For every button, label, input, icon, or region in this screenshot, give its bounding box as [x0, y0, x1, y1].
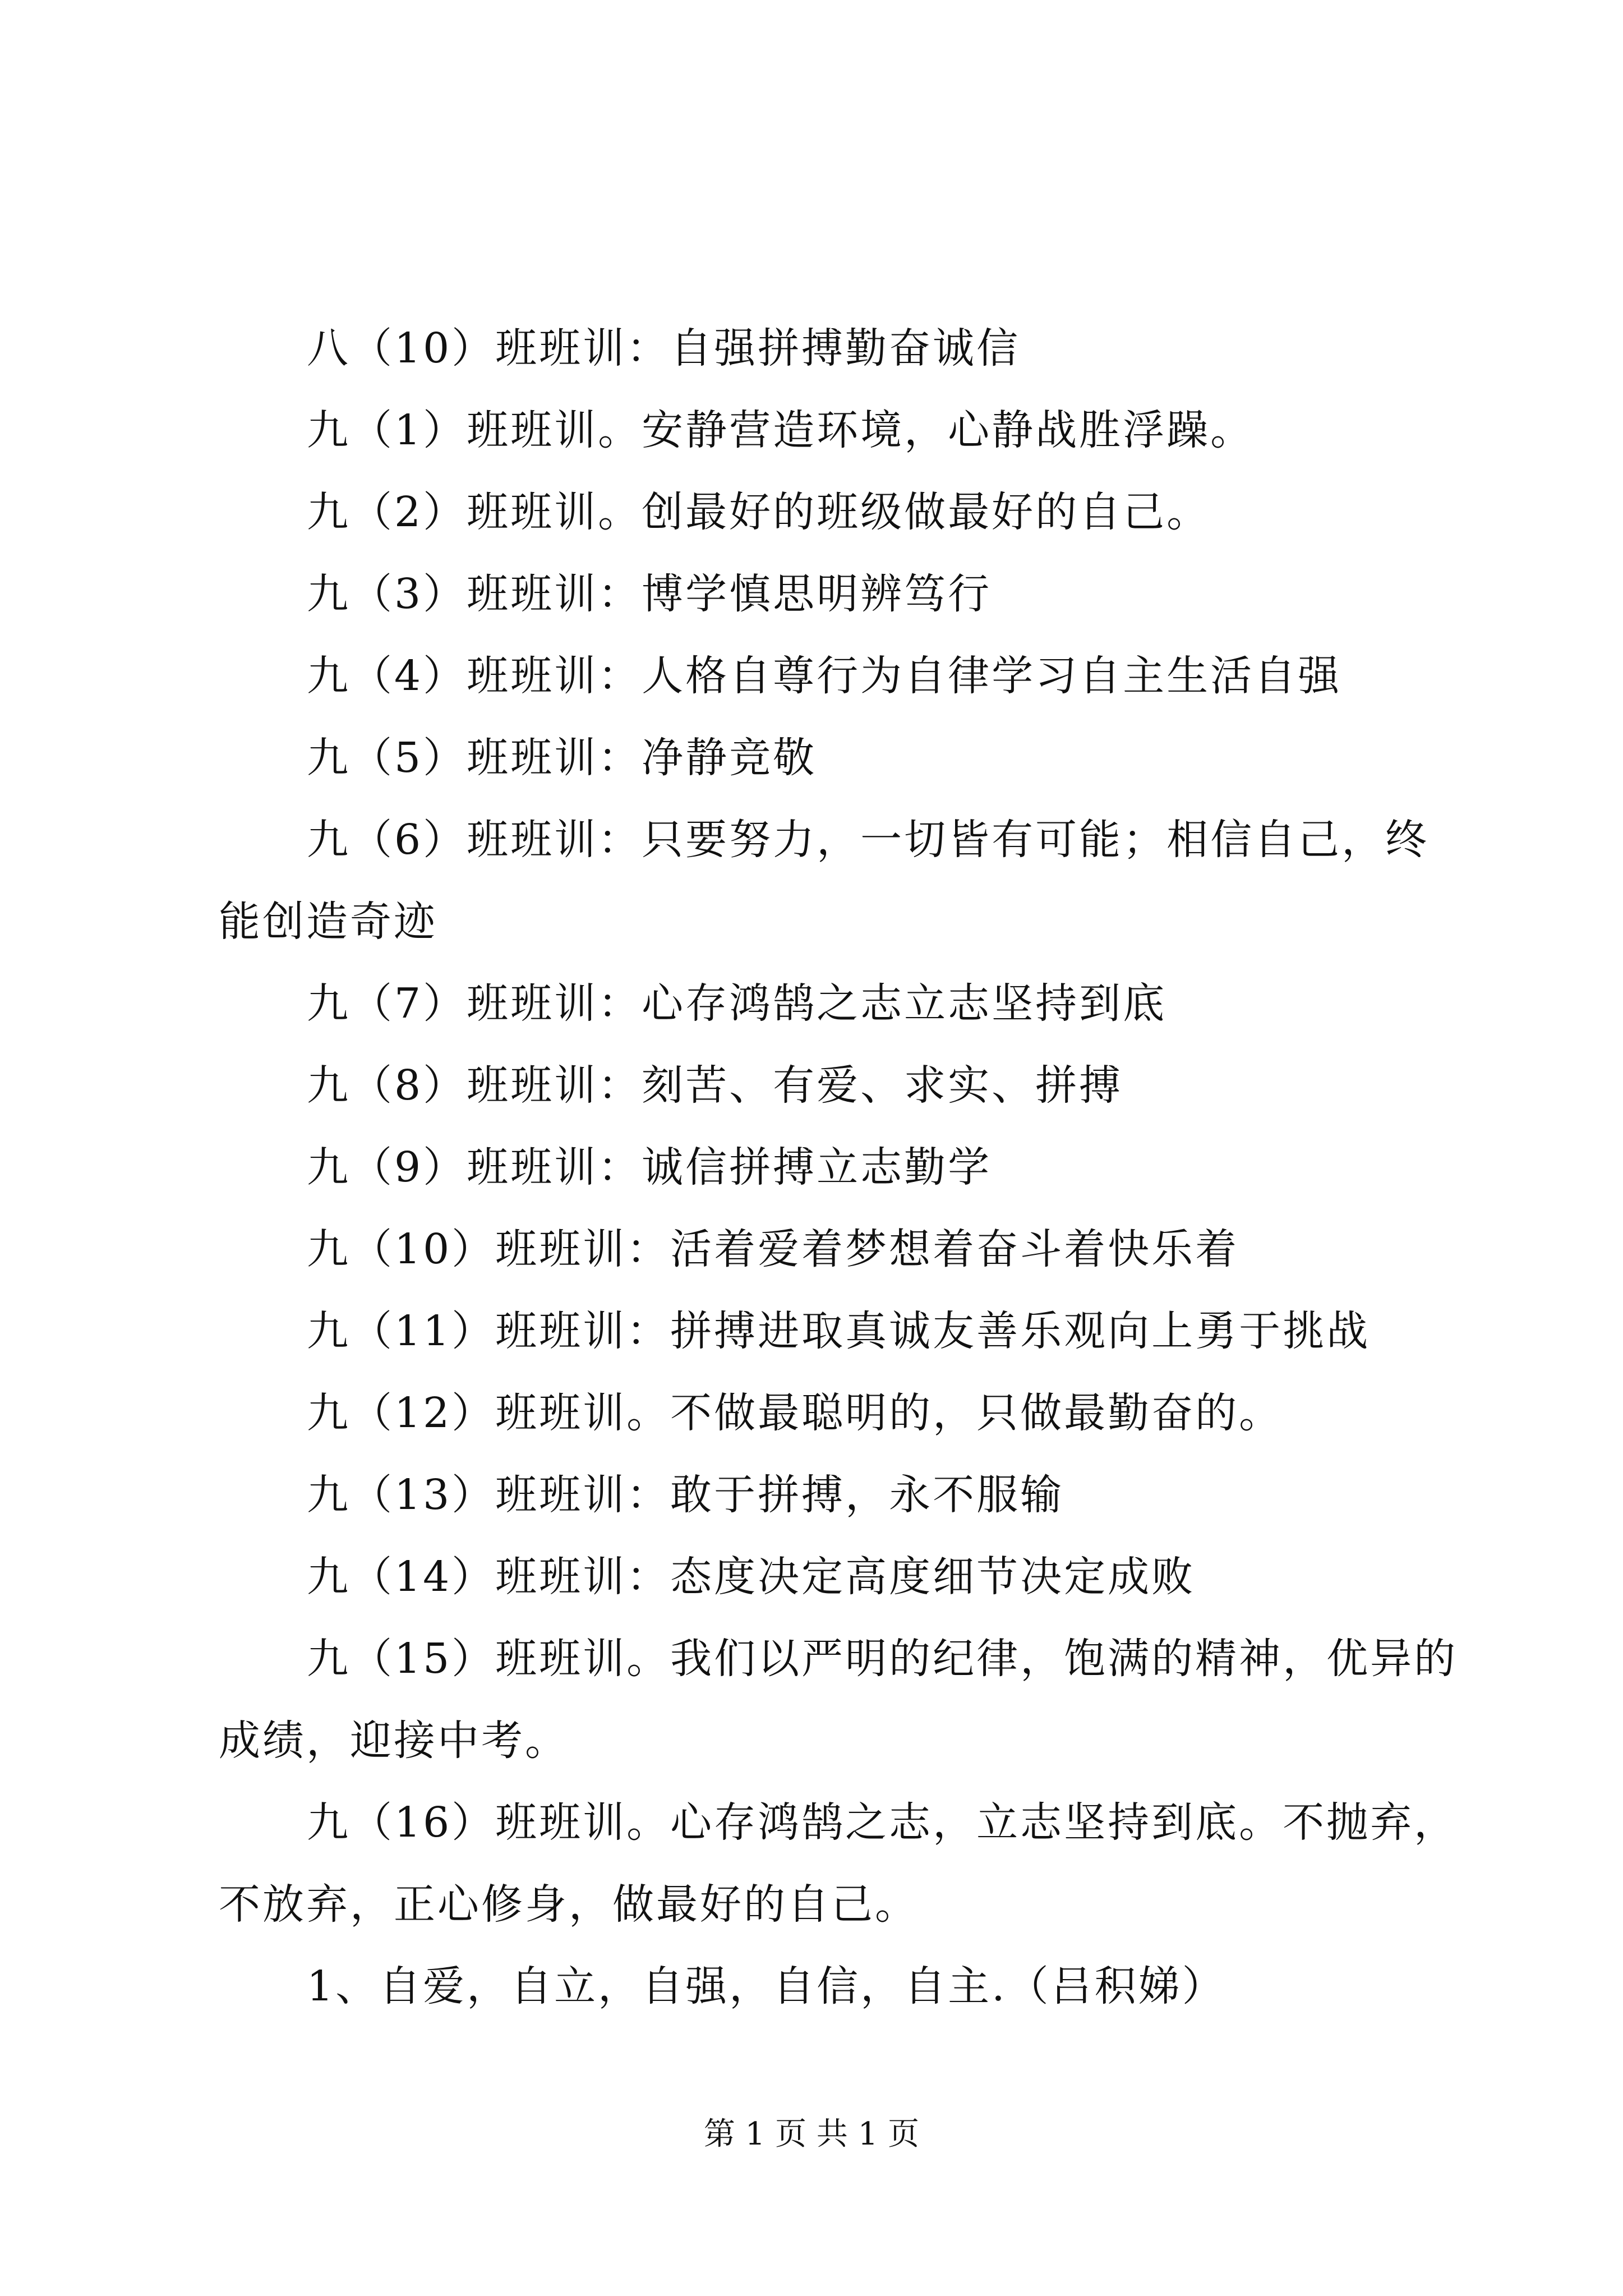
paragraph-class-8-10: 八（10）班班训：自强拼搏勤奋诚信 [307, 324, 1021, 372]
paragraph-class-9-2: 九（2）班班训。创最好的班级做最好的自己。 [307, 488, 1211, 536]
paragraph-class-9-8: 九（8）班班训：刻苦、有爱、求实、拼搏 [307, 1061, 1123, 1110]
paragraph-class-9-14: 九（14）班班训：态度决定高度细节决定成败 [307, 1553, 1196, 1601]
paragraph-class-9-9: 九（9）班班训：诚信拼搏立志勤学 [307, 1143, 992, 1191]
paragraph-class-9-15: 九（15）班班训。我们以严明的纪律，饱满的精神，优异的成绩，迎接中考。 [219, 1635, 1458, 1765]
paragraph-class-9-16: 九（16）班班训。心存鸿鹄之志，立志坚持到底。不抛弃，不放弃，正心修身，做最好的自己。 [219, 1798, 1458, 1929]
document-body [219, 307, 1464, 2027]
paragraph-class-9-5: 九（5）班班训：净静竞敬 [307, 734, 817, 782]
paragraph-class-9-1: 九（1）班班训。安静营造环境，心静战胜浮躁。 [307, 406, 1255, 454]
paragraph-class-9-12: 九（12）班班训。不做最聪明的，只做最勤奋的。 [307, 1389, 1283, 1437]
page-footer: 第 1 页 共 1 页 [703, 2116, 920, 2152]
paragraph-class-9-11: 九（11）班班训：拼搏进取真诚友善乐观向上勇于挑战 [307, 1307, 1371, 1355]
paragraph-class-9-6: 九（6）班班训：只要努力，一切皆有可能；相信自己，终能创造奇迹 [219, 816, 1430, 946]
paragraph-class-9-10: 九（10）班班训：活着爱着梦想着奋斗着快乐着 [307, 1225, 1239, 1273]
paragraph-item-1: 1、自爱，自立，自强，自信，自主.（吕积娣） [307, 1962, 1226, 2010]
paragraph-class-9-7: 九（7）班班训：心存鸿鹄之志立志坚持到底 [307, 979, 1167, 1028]
paragraph-class-9-4: 九（4）班班训：人格自尊行为自律学习自主生活自强 [307, 652, 1342, 700]
paragraph-class-9-13: 九（13）班班训：敢于拼搏，永不服输 [307, 1471, 1064, 1519]
paragraph-class-9-3: 九（3）班班训：博学慎思明辨笃行 [307, 570, 992, 618]
